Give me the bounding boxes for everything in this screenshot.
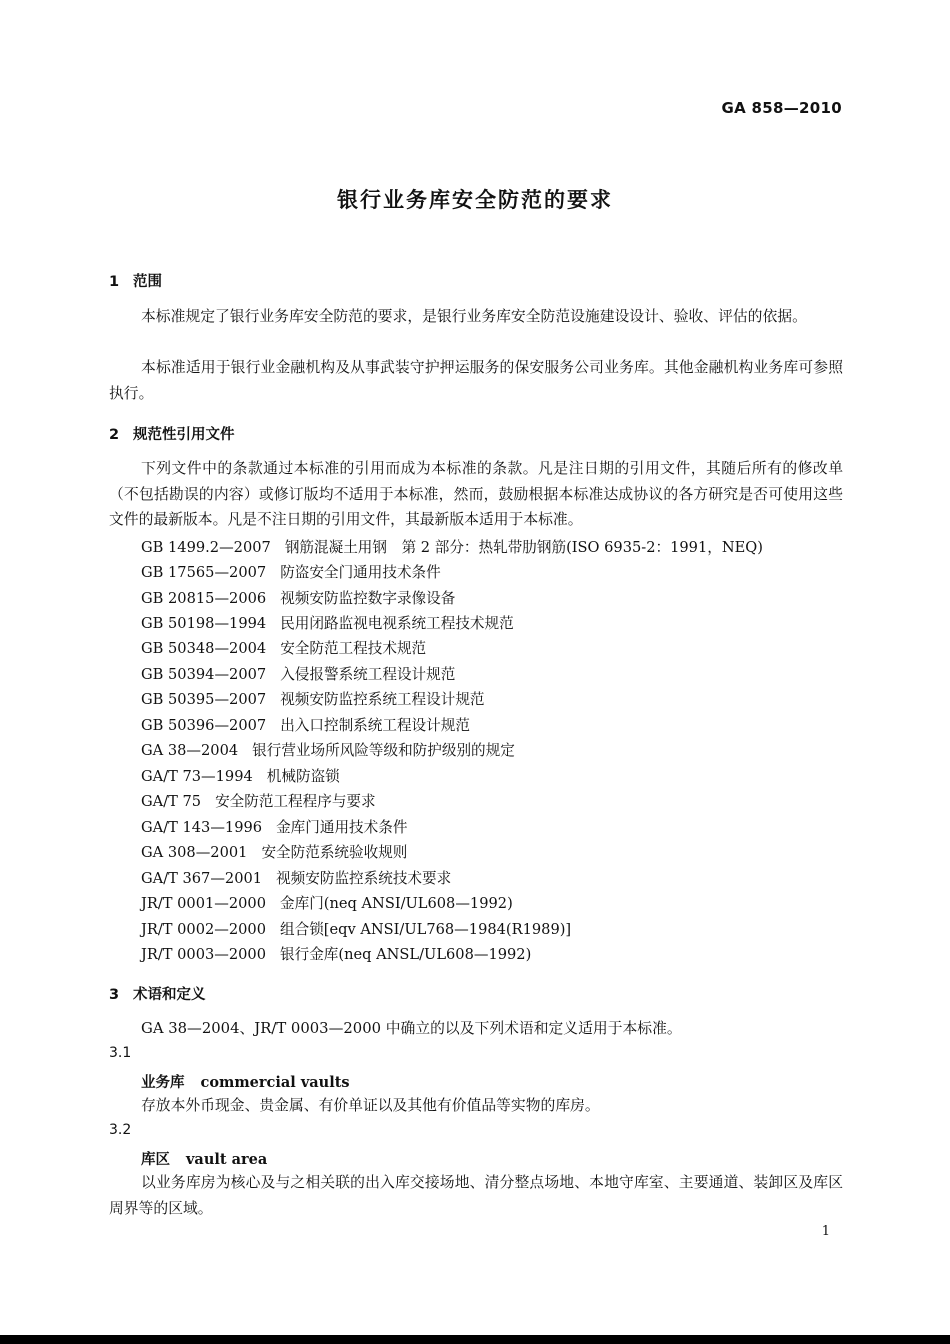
reference-item	[141, 536, 763, 557]
reference-code: GA/T 75	[141, 793, 202, 810]
reference-title: 安全防范工程程序与要求	[215, 793, 376, 810]
reference-code: GA/T 367—2001	[141, 870, 263, 887]
reference-item	[141, 663, 455, 684]
reference-title: 视频安防监控系统工程设计规范	[280, 691, 485, 708]
reference-title: 机械防盗锁	[266, 768, 340, 785]
reference-code: JR/T 0001—2000	[141, 895, 267, 912]
reference-item	[141, 561, 441, 582]
clause-number: 3.2	[109, 1122, 132, 1138]
reference-item	[141, 688, 485, 709]
reference-item	[141, 765, 340, 786]
section-number: 3	[109, 987, 120, 1003]
reference-code: GA/T 73—1994	[141, 768, 253, 785]
reference-item	[141, 816, 407, 837]
term-definition: 以业务库房为核心及与之相关联的出入库交接场地、清分整点场地、本地守库室、主要通道、装卸区及库区周界等的区域。	[109, 1174, 843, 1217]
reference-code: GB 50396—2007	[141, 717, 267, 734]
section-1-heading	[109, 270, 162, 291]
reference-title: 视频安防监控系统技术要求	[276, 870, 452, 887]
clause-number: 3.1	[109, 1045, 132, 1061]
section-2-heading	[109, 423, 235, 444]
page-number: 1	[821, 1224, 830, 1239]
reference-title: 钢筋混凝土用钢 第 2 部分：热轧带肋钢筋(ISO 6935-2：1991，NEQ)	[284, 539, 763, 556]
section-title: 术语和定义	[133, 987, 206, 1003]
section-3-paragraph: GA 38—2004、JR/T 0003—2000 中确立的以及下列术语和定义适用于本标准。	[141, 1020, 682, 1037]
reference-item	[141, 612, 514, 633]
section-1-paragraph-1: 本标准规定了银行业务库安全防范的要求，是银行业务库安全防范设施建设设计、验收、评估的依据。	[141, 308, 807, 325]
term-entry	[141, 1148, 267, 1169]
reference-code: GA 38—2004	[141, 742, 239, 759]
reference-title: 金库门(neq ANSI/UL608—1992)	[280, 895, 513, 912]
term-chinese: 库区	[141, 1152, 170, 1168]
reference-code: GB 17565—2007	[141, 564, 267, 581]
reference-item	[141, 892, 513, 913]
reference-item	[141, 739, 515, 760]
reference-title: 入侵报警系统工程设计规范	[280, 666, 456, 683]
reference-code: GB 20815—2006	[141, 590, 267, 607]
reference-code: GB 50348—2004	[141, 640, 267, 657]
section-title: 规范性引用文件	[133, 427, 235, 443]
term-english: vault area	[186, 1151, 268, 1168]
section-number: 1	[109, 274, 120, 290]
reference-title: 出入口控制系统工程设计规范	[280, 717, 470, 734]
reference-title: 视频安防监控数字录像设备	[280, 590, 456, 607]
reference-item	[141, 790, 376, 811]
reference-title: 民用闭路监视电视系统工程技术规范	[280, 615, 514, 632]
reference-code: JR/T 0002—2000	[141, 921, 267, 938]
reference-item	[141, 918, 571, 939]
reference-title: 银行金库(neq ANSL/UL608—1992)	[280, 946, 532, 963]
document-title: 银行业务库安全防范的要求	[337, 188, 613, 212]
term-english: commercial vaults	[200, 1074, 350, 1091]
term-entry	[141, 1071, 350, 1092]
reference-code: JR/T 0003—2000	[141, 946, 267, 963]
section-number: 2	[109, 427, 120, 443]
section-3-heading	[109, 983, 206, 1004]
term-chinese: 业务库	[141, 1075, 185, 1091]
page-bottom-bar	[0, 1335, 950, 1344]
reference-title: 防盗安全门通用技术条件	[280, 564, 441, 581]
reference-item	[141, 867, 451, 888]
term-definition: 存放本外币现金、贵金属、有价单证以及其他有价值品等实物的库房。	[141, 1097, 600, 1114]
reference-code: GB 50394—2007	[141, 666, 267, 683]
section-2-paragraph: 下列文件中的条款通过本标准的引用而成为本标准的条款。凡是注日期的引用文件，其随后所有的修改单（不包括勘误的内容）或修订版均不适用于本标准，然而，鼓励根据本标准达成协议的各方研究是否可使用这些文件的最新版本。凡是不注日期的引用文件，其最新版本适用于本标准。	[109, 460, 843, 528]
reference-item	[141, 714, 470, 735]
reference-title: 安全防范系统验收规则	[261, 844, 408, 861]
reference-code: GB 50198—1994	[141, 615, 267, 632]
reference-item	[141, 841, 407, 862]
reference-item	[141, 943, 531, 964]
standard-number: GA 858—2010	[721, 99, 842, 117]
section-1-paragraph-2: 本标准适用于银行业金融机构及从事武装守护押运服务的保安服务公司业务库。其他金融机构业务库可参照执行。	[109, 359, 843, 402]
reference-code: GA/T 143—1996	[141, 819, 263, 836]
reference-code: GB 1499.2—2007	[141, 539, 271, 556]
reference-item	[141, 587, 455, 608]
reference-title: 银行营业场所风险等级和防护级别的规定	[252, 742, 515, 759]
reference-code: GA 308—2001	[141, 844, 248, 861]
reference-item	[141, 637, 426, 658]
reference-title: 组合锁[eqv ANSI/UL768—1984(R1989)]	[280, 921, 572, 938]
section-title: 范围	[133, 274, 162, 290]
reference-title: 金库门通用技术条件	[276, 819, 408, 836]
reference-title: 安全防范工程技术规范	[280, 640, 427, 657]
reference-code: GB 50395—2007	[141, 691, 267, 708]
